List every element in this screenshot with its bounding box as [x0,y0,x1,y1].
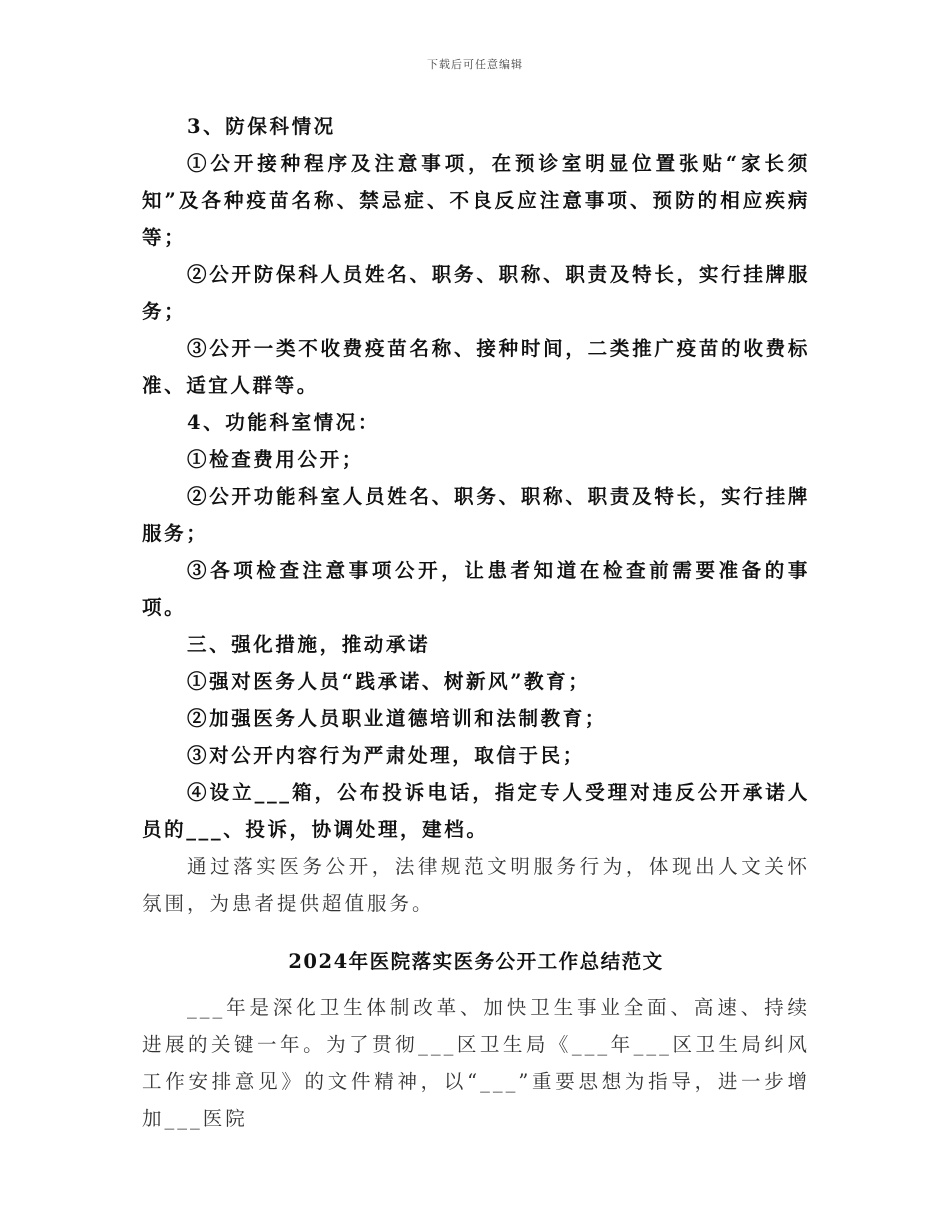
heading-epidemic-prevention: 3、防保科情况 [187,115,336,138]
list-item: ②公开功能科室人员姓名、职务、职称、职责及特长，实行挂牌服务； [142,485,810,545]
list-item: ③各项检查注意事项公开，让患者知道在检查前需要准备的事项。 [142,559,810,619]
document-body [142,108,810,1137]
document-title: 2024年医院落实医务公开工作总结范文 [288,950,664,973]
list-item: ③公开一类不收费疫苗名称、接种时间，二类推广疫苗的收费标准、适宜人群等。 [142,337,810,397]
list-item: ①公开接种程序及注意事项，在预诊室明显位置张贴“家长须知”及各种疫苗名称、禁忌症、不良反应注意事项、预防的相应疾病等； [142,152,810,249]
list-item: ④设立___箱，公布投诉电话，指定专人受理对违反公开承诺人员的___、投诉，协调处理，建档。 [142,781,810,841]
list-item: ②加强医务人员职业道德培训和法制教育； [187,707,607,730]
download-note: 下载后可任意编辑 [427,58,523,71]
closing-paragraph: 通过落实医务公开，法律规范文明服务行为，体现出人文关怀氛围，为患者提供超值服务。 [142,855,810,915]
list-item: ①强对医务人员“践承诺、树新风”教育； [187,670,591,693]
heading-functional-dept: 4、功能科室情况： [187,411,380,434]
list-item: ③对公开内容行为严肃处理，取信于民； [187,744,585,767]
intro-paragraph: ___年是深化卫生体制改革、加快卫生事业全面、高速、持续进展的关键一年。为了贯彻___区卫生局《___年___区卫生局纠风工作安排意见》的文件精神，以“___”重要思想为指导，进一步增加___医院 [142,996,810,1130]
list-item: ②公开防保科人员姓名、职务、职称、职责及特长，实行挂牌服务； [142,263,810,323]
list-item: ①检查费用公开； [187,448,364,471]
heading-measures: 三、强化措施，推动承诺 [187,633,431,656]
